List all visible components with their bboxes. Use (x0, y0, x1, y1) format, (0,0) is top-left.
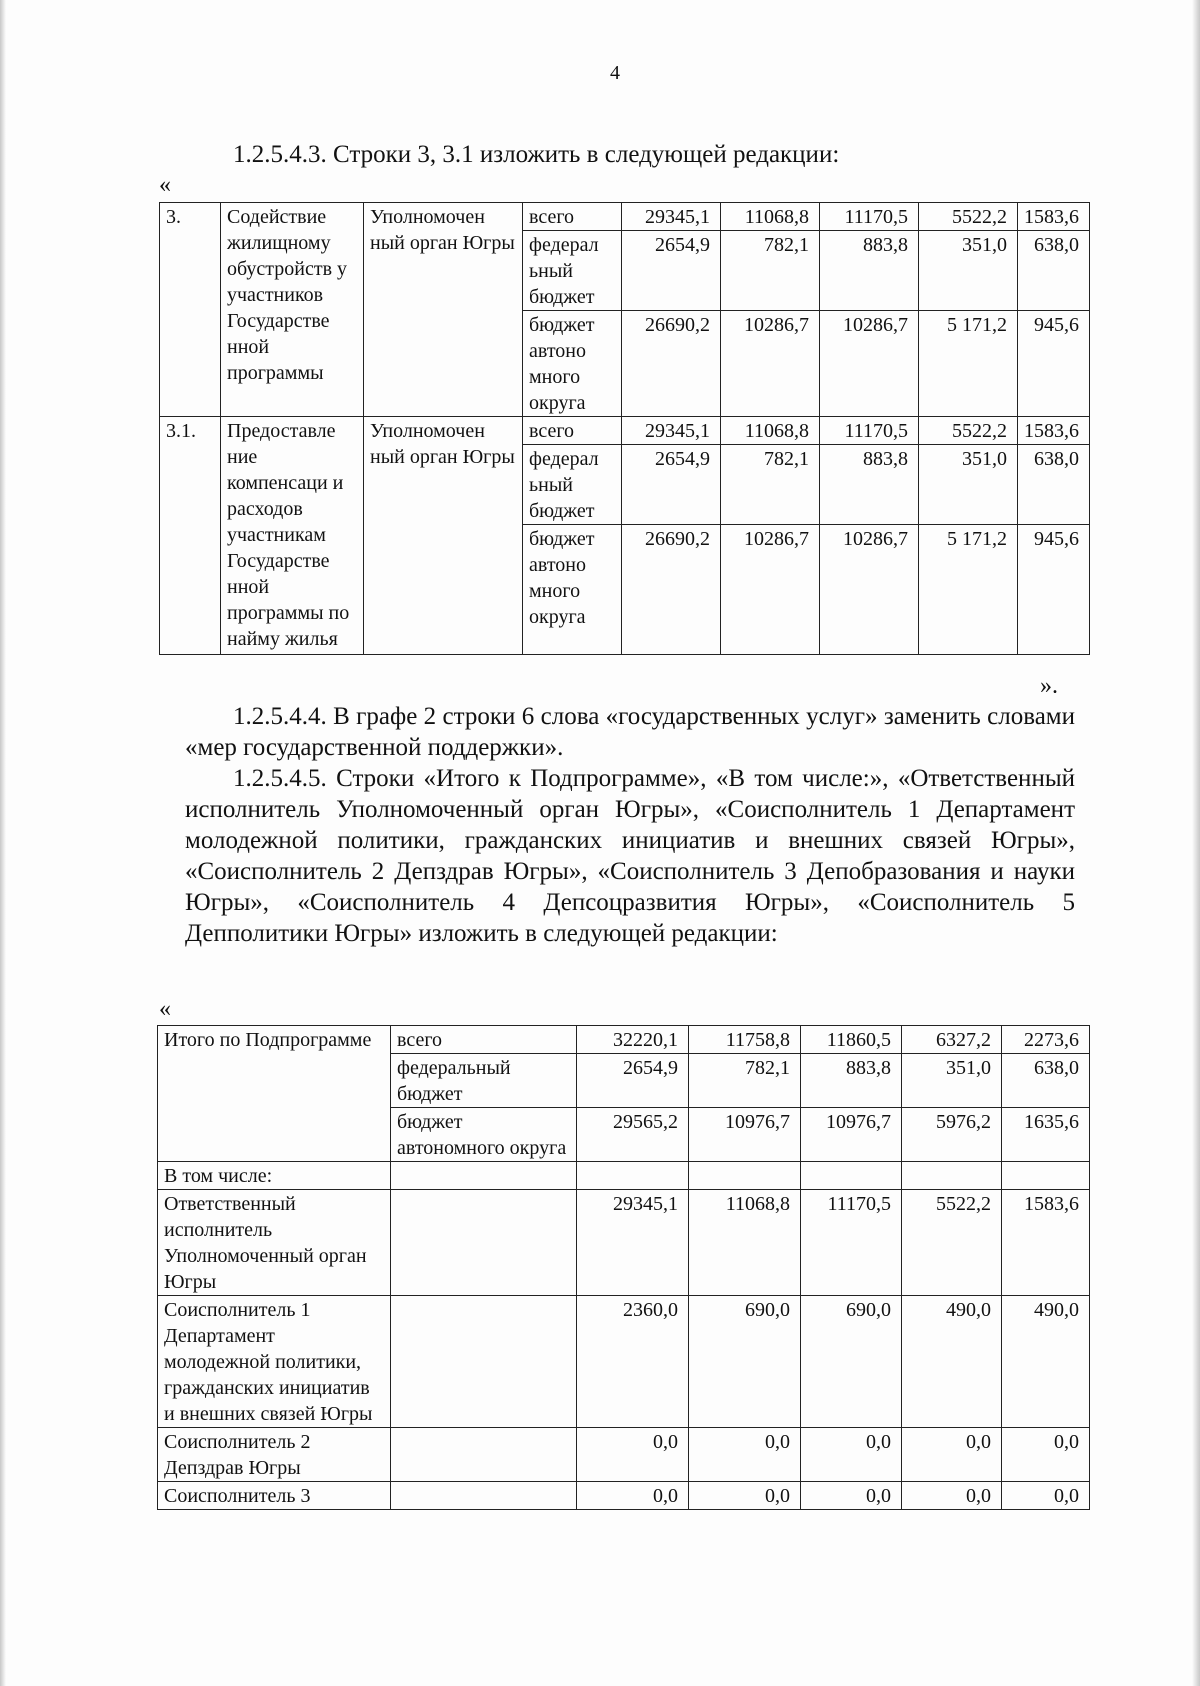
value-cell: 351,0 (902, 1054, 1002, 1108)
budget-source: федерал ьный бюджет (523, 445, 622, 525)
budget-source: бюджет автоно много округа (523, 311, 622, 417)
table-subprogram-totals (157, 1025, 1090, 1510)
value-cell: 638,0 (1018, 445, 1090, 525)
value-cell: 5522,2 (919, 417, 1018, 445)
value-cell: 1583,6 (1018, 203, 1090, 231)
value-cell: 10286,7 (721, 525, 820, 655)
value-cell: 351,0 (919, 231, 1018, 311)
empty-cell (1002, 1162, 1090, 1190)
value-cell: 945,6 (1018, 311, 1090, 417)
value-cell: 0,0 (1002, 1428, 1090, 1482)
including-label: В том числе: (158, 1162, 391, 1190)
value-cell: 5976,2 (902, 1108, 1002, 1162)
value-cell: 2360,0 (577, 1296, 689, 1428)
value-cell: 0,0 (902, 1428, 1002, 1482)
value-cell: 0,0 (689, 1482, 801, 1510)
value-cell: 11170,5 (820, 417, 919, 445)
quote-close-1: ». (1040, 673, 1058, 699)
executor: Уполномочен ный орган Югры (364, 417, 523, 655)
value-cell: 0,0 (902, 1482, 1002, 1510)
value-cell: 690,0 (801, 1296, 902, 1428)
value-cell: 883,8 (801, 1054, 902, 1108)
value-cell: 10286,7 (820, 311, 919, 417)
value-cell: 2654,9 (622, 231, 721, 311)
value-cell: 2273,6 (1002, 1026, 1090, 1054)
event-name: Предоставле ние компенсаци и расходов участникам Государстве нной программы по найму жилья (221, 417, 364, 655)
value-cell: 2654,9 (622, 445, 721, 525)
value-cell: 29345,1 (622, 203, 721, 231)
table-row (158, 1296, 1090, 1428)
empty-cell (391, 1482, 577, 1510)
empty-cell (391, 1296, 577, 1428)
value-cell: 5 171,2 (919, 525, 1018, 655)
empty-cell (801, 1162, 902, 1190)
table-program-rows (159, 202, 1090, 655)
executor-name: Соисполнитель 2 Депздрав Югры (158, 1428, 391, 1482)
value-cell: 26690,2 (622, 525, 721, 655)
page-number: 4 (610, 62, 620, 84)
value-cell: 5522,2 (919, 203, 1018, 231)
quote-open-1: « (159, 172, 171, 198)
value-cell: 0,0 (577, 1428, 689, 1482)
empty-cell (902, 1162, 1002, 1190)
empty-cell (689, 1162, 801, 1190)
table-row (158, 1162, 1090, 1190)
value-cell: 10286,7 (721, 311, 820, 417)
budget-source: федеральный бюджет (391, 1054, 577, 1108)
value-cell: 2654,9 (577, 1054, 689, 1108)
value-cell: 0,0 (577, 1482, 689, 1510)
para-1-2-5-4-4: 1.2.5.4.4. В графе 2 строки 6 слова «государственных услуг» заменить словами «мер государственной поддержки». (185, 703, 1075, 761)
budget-source: всего (391, 1026, 577, 1054)
value-cell: 1635,6 (1002, 1108, 1090, 1162)
event-name: Содействие жилищному обустройств у участников Государстве нной программы (221, 203, 364, 417)
value-cell: 29345,1 (577, 1190, 689, 1296)
table-row (158, 1026, 1090, 1054)
table-row (158, 1482, 1090, 1510)
executor-name: Соисполнитель 1 Департамент молодежной политики, гражданских инициатив и внешних связей Югры (158, 1296, 391, 1428)
value-cell: 11860,5 (801, 1026, 902, 1054)
value-cell: 29345,1 (622, 417, 721, 445)
budget-source: всего (523, 417, 622, 445)
value-cell: 26690,2 (622, 311, 721, 417)
budget-source: бюджет автономного округа (391, 1108, 577, 1162)
value-cell: 0,0 (801, 1482, 902, 1510)
heading-para-1: 1.2.5.4.3. Строки 3, 3.1 изложить в следующей редакции: (233, 141, 840, 168)
value-cell: 6327,2 (902, 1026, 1002, 1054)
budget-source: всего (523, 203, 622, 231)
table-row (160, 417, 1090, 445)
value-cell: 782,1 (721, 231, 820, 311)
value-cell: 945,6 (1018, 525, 1090, 655)
value-cell: 32220,1 (577, 1026, 689, 1054)
value-cell: 10976,7 (689, 1108, 801, 1162)
value-cell: 0,0 (689, 1428, 801, 1482)
value-cell: 10286,7 (820, 525, 919, 655)
value-cell: 490,0 (902, 1296, 1002, 1428)
quote-open-2: « (159, 996, 171, 1022)
value-cell: 0,0 (801, 1428, 902, 1482)
value-cell: 11068,8 (721, 417, 820, 445)
executor-name: Ответственный исполнитель Уполномоченный орган Югры (158, 1190, 391, 1296)
value-cell: 1583,6 (1018, 417, 1090, 445)
value-cell: 11170,5 (801, 1190, 902, 1296)
table-row (158, 1428, 1090, 1482)
value-cell: 11068,8 (721, 203, 820, 231)
row-number: 3. (160, 203, 221, 417)
table-row (160, 203, 1090, 231)
value-cell: 5 171,2 (919, 311, 1018, 417)
scan-edge-left (0, 0, 6, 1686)
value-cell: 351,0 (919, 445, 1018, 525)
empty-cell (391, 1428, 577, 1482)
empty-cell (391, 1190, 577, 1296)
value-cell: 883,8 (820, 445, 919, 525)
value-cell: 690,0 (689, 1296, 801, 1428)
empty-cell (391, 1162, 577, 1190)
value-cell: 782,1 (721, 445, 820, 525)
empty-cell (577, 1162, 689, 1190)
scan-edge-right (1192, 0, 1200, 1686)
value-cell: 638,0 (1018, 231, 1090, 311)
value-cell: 5522,2 (902, 1190, 1002, 1296)
table-row (158, 1190, 1090, 1296)
row-number: 3.1. (160, 417, 221, 655)
value-cell: 490,0 (1002, 1296, 1090, 1428)
value-cell: 29565,2 (577, 1108, 689, 1162)
value-cell: 11068,8 (689, 1190, 801, 1296)
value-cell: 10976,7 (801, 1108, 902, 1162)
value-cell: 0,0 (1002, 1482, 1090, 1510)
budget-source: бюджет автоно много округа (523, 525, 622, 655)
total-name: Итого по Подпрограмме (158, 1026, 391, 1162)
value-cell: 11758,8 (689, 1026, 801, 1054)
executor: Уполномочен ный орган Югры (364, 203, 523, 417)
para-1-2-5-4-5: 1.2.5.4.5. Строки «Итого к Подпрограмме», «В том числе:», «Ответственный исполнитель Уполномоченный орган Югры», «Соисполнитель 1 Департамент молодежной политики, гражданских инициатив и внешних связей Югры», «Соисполнитель 2 Депздрав Югры», «Соисполнитель 3 Депобразования и науки Югры», «Соисполнитель 4 Депсоцразвития Югры», «Соисполнитель 5 Депполитики Югры» изложить в следующей редакции: (185, 765, 1075, 947)
value-cell: 883,8 (820, 231, 919, 311)
value-cell: 11170,5 (820, 203, 919, 231)
budget-source: федерал ьный бюджет (523, 231, 622, 311)
value-cell: 1583,6 (1002, 1190, 1090, 1296)
value-cell: 782,1 (689, 1054, 801, 1108)
value-cell: 638,0 (1002, 1054, 1090, 1108)
executor-name: Соисполнитель 3 (158, 1482, 391, 1510)
